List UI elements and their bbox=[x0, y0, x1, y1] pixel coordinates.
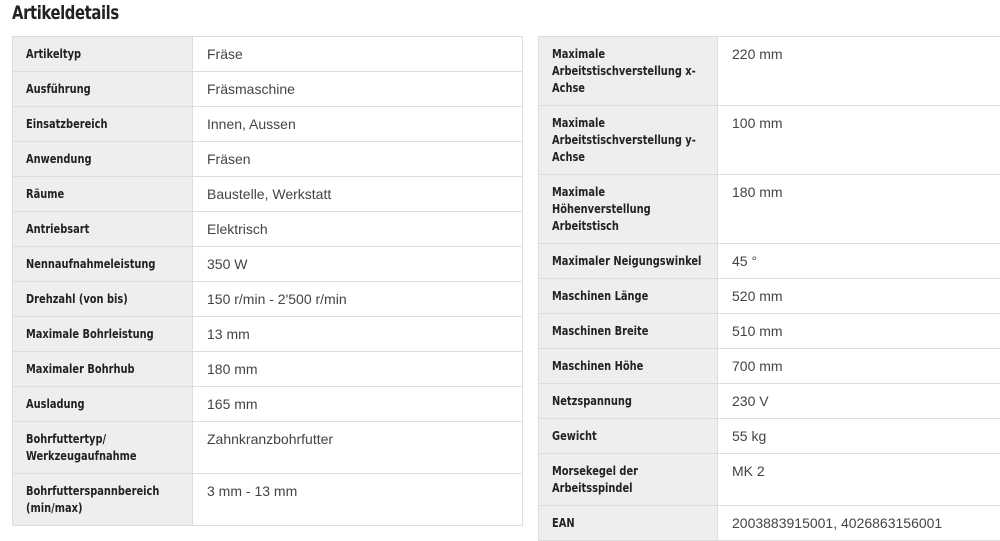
spec-row bbox=[539, 349, 1000, 384]
spec-value: Fräsen bbox=[193, 142, 523, 177]
spec-row bbox=[539, 175, 1000, 244]
spec-key-label: Gewicht bbox=[552, 428, 704, 445]
spec-key-label: EAN bbox=[552, 515, 704, 532]
spec-key bbox=[539, 419, 718, 454]
spec-value: 3 mm - 13 mm bbox=[193, 474, 523, 526]
spec-row bbox=[13, 422, 523, 474]
spec-key-label: Maximaler Neigungswinkel bbox=[552, 253, 704, 270]
spec-key-label: Maximale Höhenverstellung Arbeitstisch bbox=[552, 184, 704, 235]
spec-key-label: Netzspannung bbox=[552, 393, 704, 410]
spec-value: Baustelle, Werkstatt bbox=[193, 177, 523, 212]
spec-key-label: Maximaler Bohrhub bbox=[26, 361, 179, 378]
spec-key bbox=[539, 349, 718, 384]
spec-row bbox=[539, 384, 1000, 419]
spec-value: 55 kg bbox=[718, 419, 1000, 454]
spec-key bbox=[13, 282, 193, 317]
spec-value: Fräsmaschine bbox=[193, 72, 523, 107]
spec-key bbox=[539, 279, 718, 314]
spec-key-label: Räume bbox=[26, 186, 179, 203]
spec-value: Elektrisch bbox=[193, 212, 523, 247]
spec-value: 45 ° bbox=[718, 244, 1000, 279]
spec-key bbox=[539, 37, 718, 106]
spec-key-label: Bohrfutterspannbereich (min/max) bbox=[26, 483, 179, 517]
spec-value: 230 V bbox=[718, 384, 1000, 419]
spec-value: 520 mm bbox=[718, 279, 1000, 314]
spec-value: 165 mm bbox=[193, 387, 523, 422]
spec-key bbox=[13, 72, 193, 107]
spec-key-label: Antriebsart bbox=[26, 221, 179, 238]
section-title: Artikeldetails bbox=[12, 0, 119, 26]
spec-key-label: Einsatzbereich bbox=[26, 116, 179, 133]
spec-value: MK 2 bbox=[718, 454, 1000, 506]
spec-key bbox=[13, 474, 193, 526]
spec-key bbox=[13, 247, 193, 282]
spec-row bbox=[13, 282, 523, 317]
spec-value: 150 r/min - 2'500 r/min bbox=[193, 282, 523, 317]
spec-row bbox=[13, 72, 523, 107]
spec-key bbox=[13, 212, 193, 247]
spec-value: Fräse bbox=[193, 37, 523, 72]
spec-row bbox=[13, 317, 523, 352]
spec-key bbox=[13, 352, 193, 387]
spec-key bbox=[13, 107, 193, 142]
spec-key-label: Maschinen Breite bbox=[552, 323, 704, 340]
spec-key bbox=[13, 142, 193, 177]
spec-row bbox=[539, 419, 1000, 454]
spec-key-label: Artikeltyp bbox=[26, 46, 179, 63]
spec-key-label: Maximale Bohrleistung bbox=[26, 326, 179, 343]
spec-value: 13 mm bbox=[193, 317, 523, 352]
spec-row bbox=[13, 474, 523, 526]
spec-row bbox=[13, 177, 523, 212]
spec-row bbox=[539, 279, 1000, 314]
spec-row bbox=[539, 244, 1000, 279]
spec-key-label: Maximale Arbeitstischverstellung y-Achse bbox=[552, 115, 704, 166]
spec-row bbox=[539, 506, 1000, 541]
spec-value: 180 mm bbox=[718, 175, 1000, 244]
spec-key-label: Maschinen Höhe bbox=[552, 358, 704, 375]
spec-key-label: Morsekegel der Arbeitsspindel bbox=[552, 463, 704, 497]
spec-key-label: Maschinen Länge bbox=[552, 288, 704, 305]
spec-key bbox=[539, 314, 718, 349]
spec-key bbox=[539, 454, 718, 506]
spec-value: 220 mm bbox=[718, 37, 1000, 106]
spec-value: Innen, Aussen bbox=[193, 107, 523, 142]
spec-row bbox=[13, 247, 523, 282]
spec-key-label: Maximale Arbeitstischverstellung x-Achse bbox=[552, 46, 704, 97]
spec-row bbox=[539, 314, 1000, 349]
spec-row bbox=[13, 352, 523, 387]
spec-row bbox=[13, 37, 523, 72]
spec-key-label: Drehzahl (von bis) bbox=[26, 291, 179, 308]
spec-key bbox=[539, 106, 718, 175]
spec-value: 700 mm bbox=[718, 349, 1000, 384]
spec-key bbox=[13, 37, 193, 72]
spec-row bbox=[13, 142, 523, 177]
spec-key-label: Anwendung bbox=[26, 151, 179, 168]
spec-row bbox=[13, 387, 523, 422]
spec-value: 350 W bbox=[193, 247, 523, 282]
spec-table-right bbox=[538, 36, 1000, 541]
spec-key bbox=[539, 175, 718, 244]
spec-row bbox=[539, 106, 1000, 175]
spec-key-label: Ausladung bbox=[26, 396, 179, 413]
spec-key bbox=[539, 384, 718, 419]
spec-key bbox=[13, 422, 193, 474]
spec-key bbox=[13, 177, 193, 212]
spec-value: 510 mm bbox=[718, 314, 1000, 349]
spec-table-left bbox=[12, 36, 523, 526]
spec-key-label: Bohrfuttertyp/ Werkzeugaufnahme bbox=[26, 431, 179, 465]
spec-row bbox=[539, 454, 1000, 506]
spec-value: Zahnkranzbohrfutter bbox=[193, 422, 523, 474]
spec-row bbox=[539, 37, 1000, 106]
spec-key bbox=[13, 317, 193, 352]
spec-row bbox=[13, 107, 523, 142]
spec-key-label: Nennaufnahmeleistung bbox=[26, 256, 179, 273]
spec-key bbox=[539, 506, 718, 541]
spec-value: 100 mm bbox=[718, 106, 1000, 175]
spec-key-label: Ausführung bbox=[26, 81, 179, 98]
spec-key bbox=[13, 387, 193, 422]
spec-value: 180 mm bbox=[193, 352, 523, 387]
spec-value: 2003883915001, 4026863156001 bbox=[718, 506, 1000, 541]
spec-row bbox=[13, 212, 523, 247]
spec-key bbox=[539, 244, 718, 279]
